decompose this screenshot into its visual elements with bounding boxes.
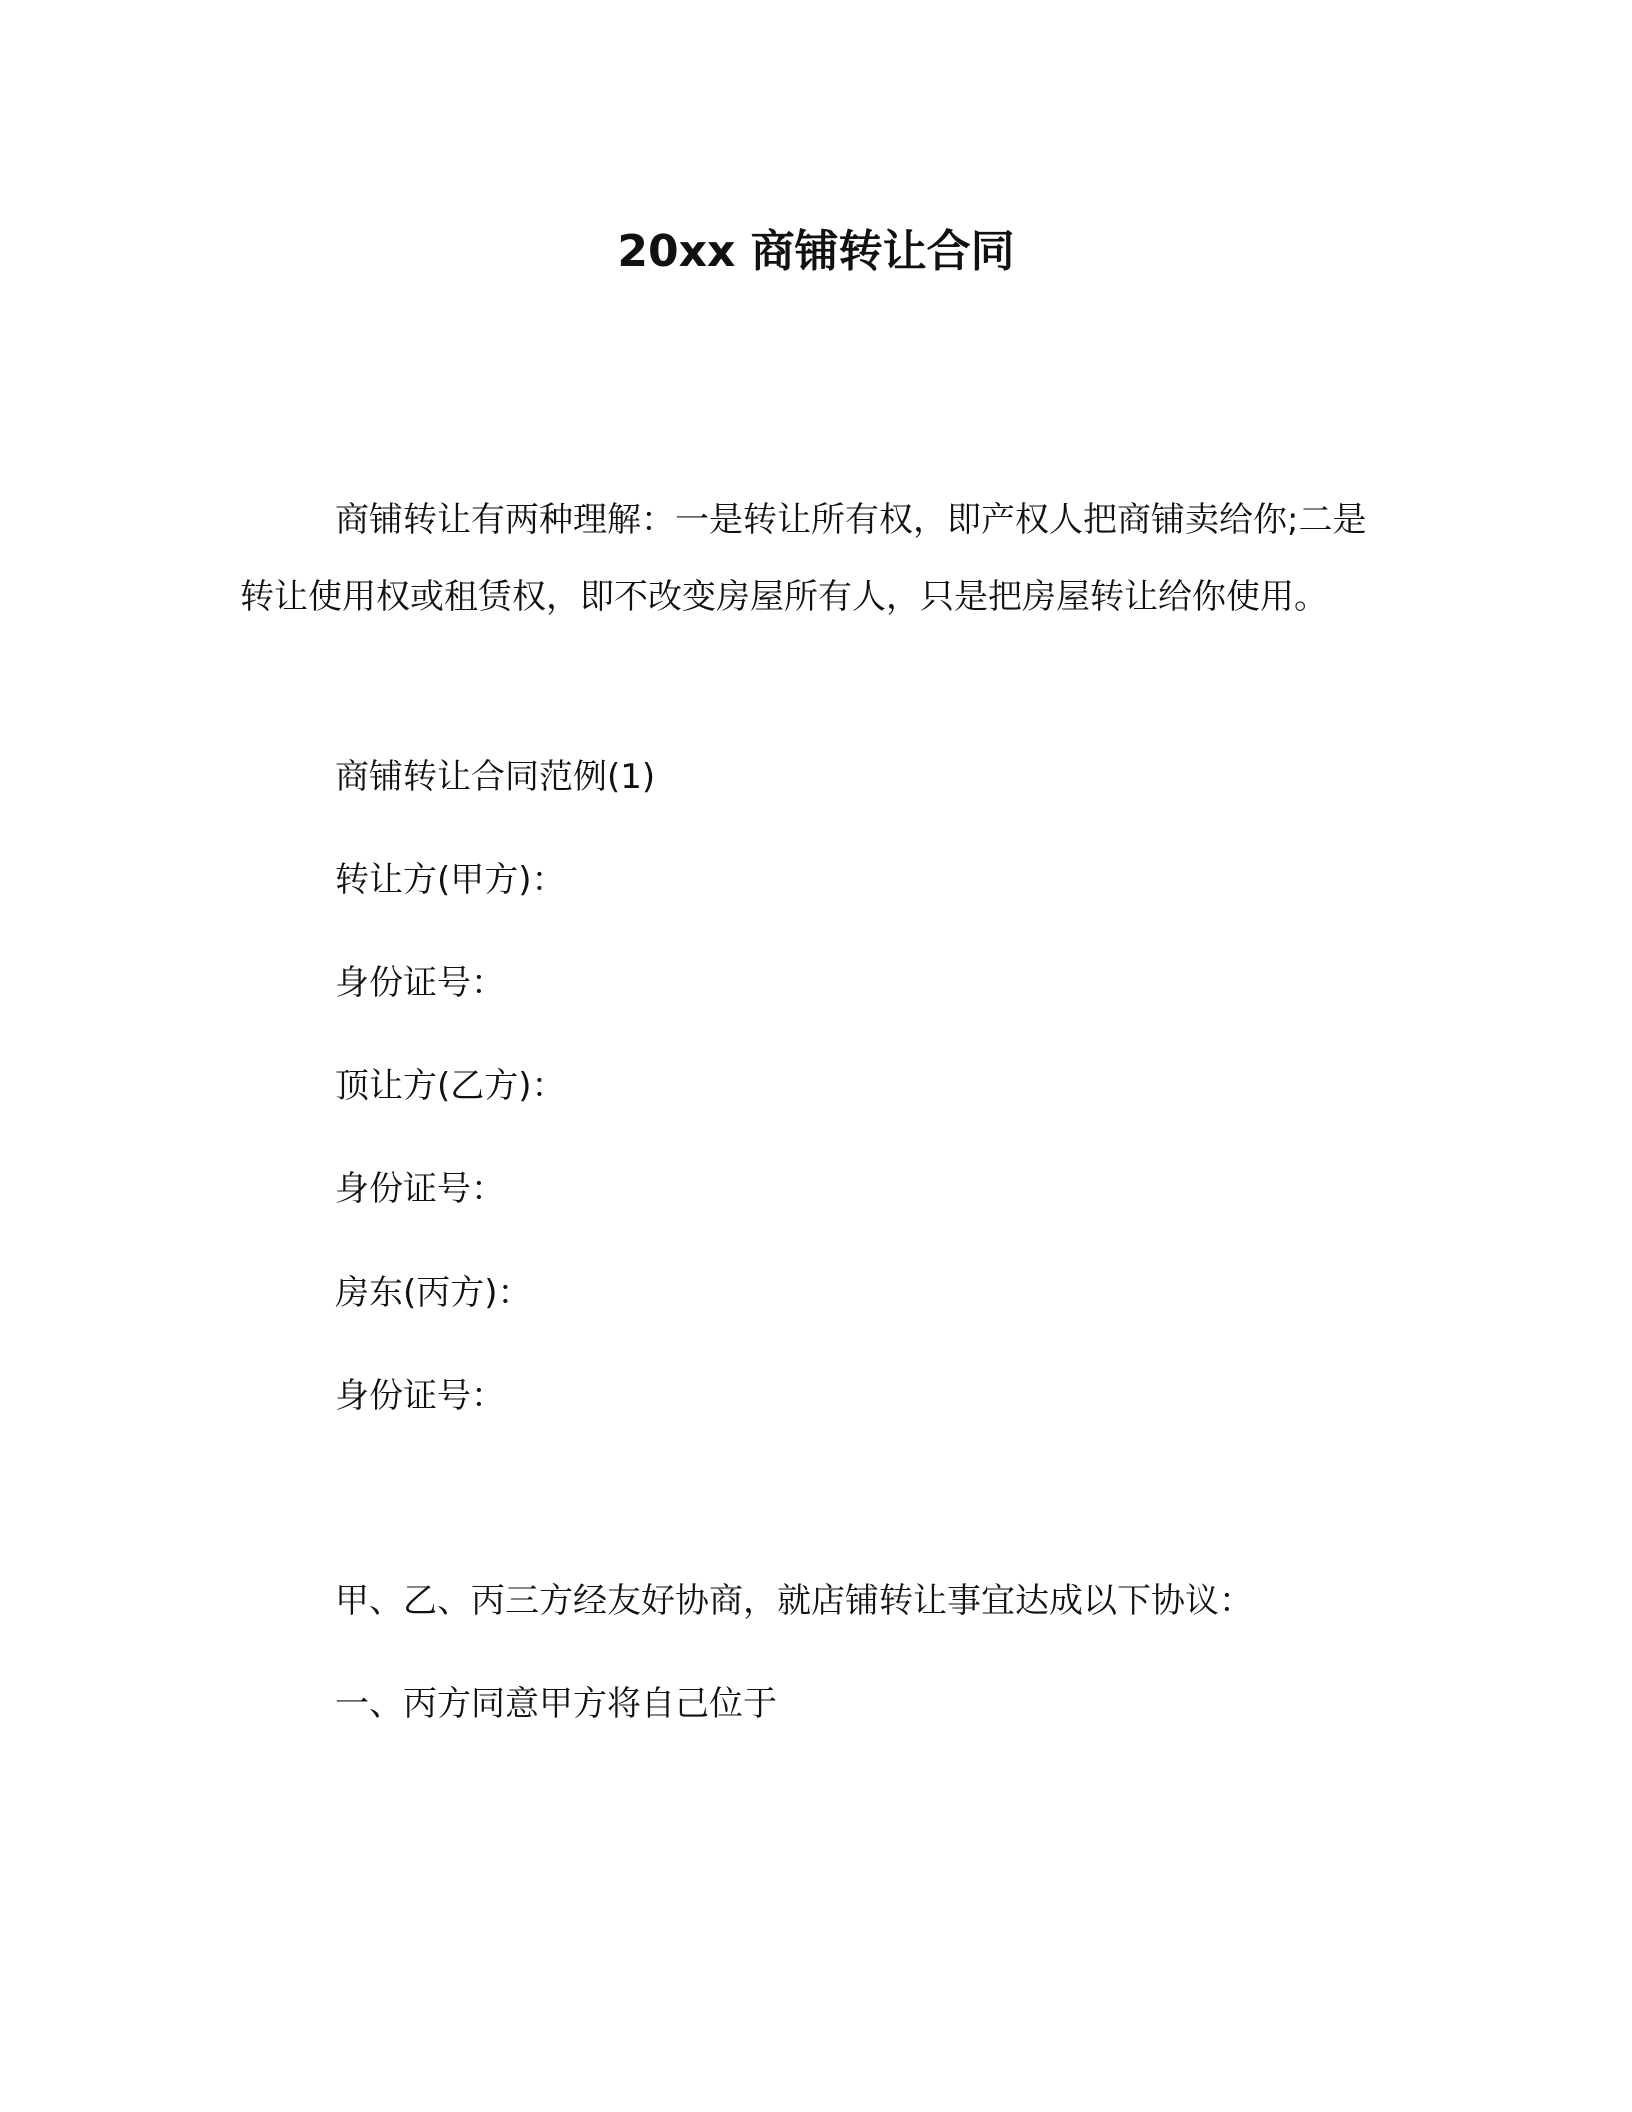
party-c-label: 房东(丙方)： — [335, 1273, 532, 1313]
agreement-statement: 甲、乙、丙三方经友好协商，就店铺转让事宜达成以下协议： — [335, 1581, 1253, 1621]
intro-paragraph: 商铺转让有两种理解：一是转让所有权，即产权人把商铺卖给你;二是转让使用权或租赁权，即不改变房屋所有人，只是把房屋转让给你使用。 — [240, 500, 1367, 617]
party-a-id-label: 身份证号： — [335, 963, 505, 1003]
party-b-label: 顶让方(乙方)： — [335, 1066, 566, 1106]
party-c-id-label: 身份证号： — [335, 1376, 505, 1416]
document-title: 20xx 商铺转让合同 — [617, 226, 1015, 277]
party-a-label: 转让方(甲方)： — [335, 860, 566, 900]
example-heading: 商铺转让合同范例(1) — [335, 757, 656, 797]
party-b-id-label: 身份证号： — [335, 1169, 505, 1209]
clause-one: 一、丙方同意甲方将自己位于 — [335, 1684, 777, 1724]
